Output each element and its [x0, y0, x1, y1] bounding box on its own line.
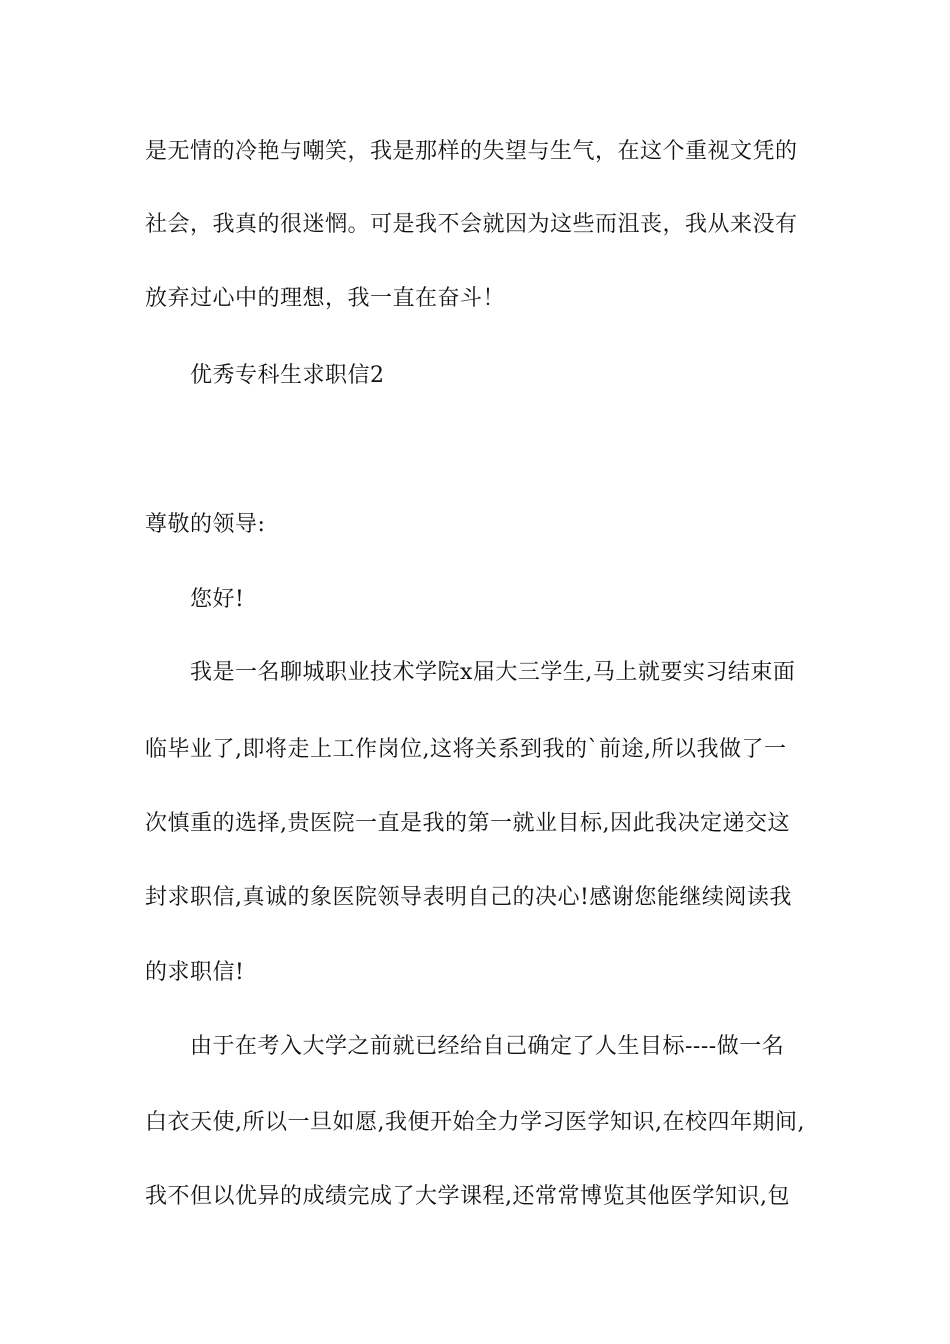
- body-text-line: 封求职信,真诚的象医院领导表明自己的决心!感谢您能继续阅读我: [145, 885, 792, 910]
- greeting: 您好!: [190, 587, 245, 612]
- body-text-line: 的求职信!: [145, 960, 245, 985]
- section-heading: 优秀专科生求职信2: [190, 363, 385, 388]
- body-text-line: 放弃过心中的理想，我一直在奋斗！: [145, 286, 506, 311]
- body-text-line: 白衣天使,所以一旦如愿,我便开始全力学习医学知识,在校四年期间,: [145, 1110, 805, 1135]
- body-text-line: 社会，我真的很迷惘。可是我不会就因为这些而沮丧，我从来没有: [145, 212, 798, 237]
- body-text-line: 次慎重的选择,贵医院一直是我的第一就业目标,因此我决定递交这: [145, 811, 790, 836]
- body-text-line: 由于在考入大学之前就已经给自己确定了人生目标----做一名: [190, 1034, 785, 1059]
- salutation: 尊敬的领导:: [145, 512, 266, 537]
- body-text-line: 临毕业了,即将走上工作岗位,这将关系到我的`前途,所以我做了一: [145, 737, 787, 762]
- body-text-line: 我不但以优异的成绩完成了大学课程,还常常博览其他医学知识,包: [145, 1184, 790, 1209]
- body-text-line: 是无情的冷艳与嘲笑，我是那样的失望与生气，在这个重视文凭的: [145, 139, 798, 164]
- body-text-line: 我是一名聊城职业技术学院x届大三学生,马上就要实习结束面: [190, 660, 796, 685]
